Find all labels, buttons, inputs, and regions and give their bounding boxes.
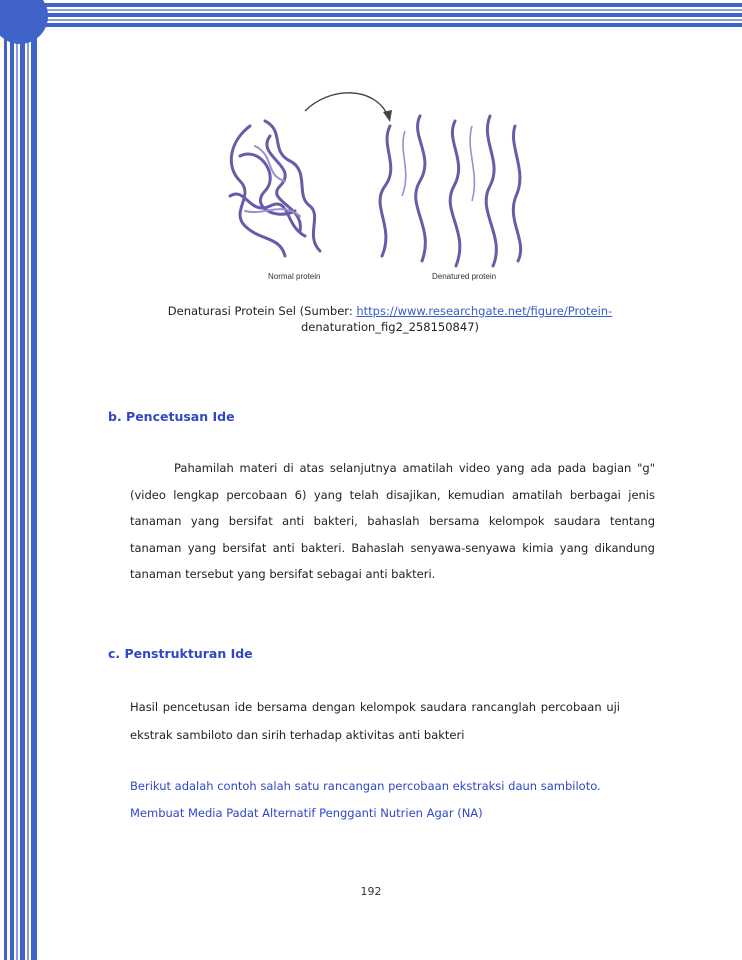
caption-text: Denaturasi Protein Sel (Sumber: xyxy=(167,304,357,318)
left-border-decoration xyxy=(0,0,40,960)
normal-protein-label: Normal protein xyxy=(268,272,321,281)
section-b-heading: b. Pencetusan Ide xyxy=(108,409,235,424)
section-c-heading: c. Penstrukturan Ide xyxy=(108,646,253,661)
source-link[interactable]: https://www.researchgate.net/figure/Protein- xyxy=(356,304,613,318)
figure-caption xyxy=(120,303,660,335)
example-intro-line: Berikut adalah contoh salah satu rancangan percobaan ekstraksi daun sambiloto. xyxy=(130,779,601,793)
section-c-paragraph: Hasil pencetusan ide bersama dengan kelompok saudara rancanglah percobaan uji ekstrak sambiloto dan sirih terhadap aktivitas anti bakteri xyxy=(130,700,620,742)
section-b-paragraph: Pahamilah materi di atas selanjutnya amatilah video yang ada pada bagian "g" (video lengkap percobaan 6) yang telah disajikan, kemudian amatilah berbagai jenis tanaman yang bersifat anti bakteri, bahaslah bersama kelompok saudara tentang tanaman yang bersifat anti bakteri. Bahaslah senyawa-senyawa kimia yang dikandung tanaman tersebut yang bersifat sebagai anti bakteri. xyxy=(130,461,655,581)
media-title-line: Membuat Media Padat Alternatif Pengganti Nutrien Agar (NA) xyxy=(130,806,483,820)
transition-arrow xyxy=(305,93,388,116)
protein-denaturation-figure xyxy=(210,86,540,286)
top-border-decoration xyxy=(0,0,742,40)
denatured-protein-label: Denatured protein xyxy=(432,272,497,281)
arrow-head-icon xyxy=(383,110,392,122)
caption-line-2: denaturation_fig2_258150847) xyxy=(300,320,479,334)
page-number: 192 xyxy=(360,885,382,898)
denatured-protein-shape xyxy=(380,116,521,266)
normal-protein-shape xyxy=(230,121,320,256)
